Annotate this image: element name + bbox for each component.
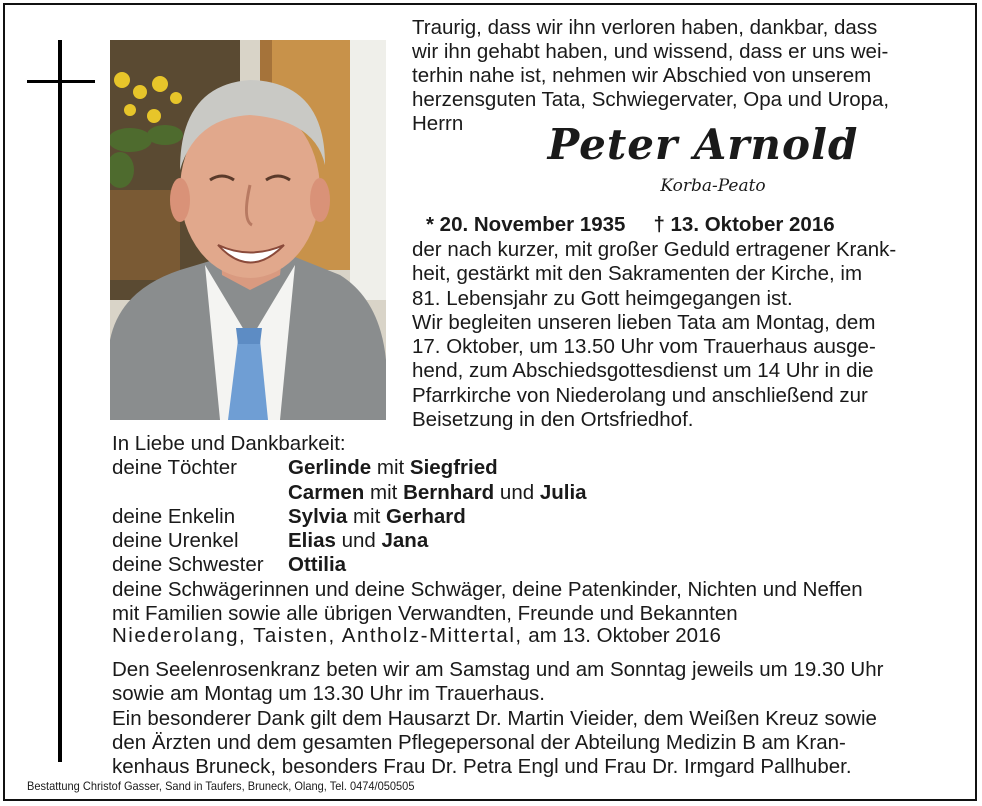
text-line: wir ihn gehabt haben, und wissend, dass er uns wei- xyxy=(412,40,889,63)
text-line: heit, gestärkt mit den Sakramenten der Kirche, im xyxy=(412,262,863,286)
family-row-granddaughter xyxy=(112,505,962,529)
family-name: Ottilia xyxy=(288,553,347,577)
closing-text xyxy=(112,658,954,779)
family-row-daughters-2 xyxy=(112,481,962,505)
announcement-text xyxy=(412,238,954,432)
family-name: Bernhard xyxy=(403,480,495,504)
text-line: den Ärzten und dem gesamten Pflegepersonal der Abteilung Medizin B am Kran- xyxy=(112,730,846,754)
text-line: 81. Lebensjahr zu Gott heimgegangen ist. xyxy=(412,286,793,310)
text-line: hend, zum Abschiedsgottesdienst um 14 Uhr in die xyxy=(412,359,874,383)
relation-label: deine Enkelin xyxy=(112,504,236,528)
relation-label: deine Töchter xyxy=(112,456,237,480)
text-line: terhin nahe ist, nehmen wir Abschied von unserem xyxy=(412,64,872,87)
funeral-home-footer: Bestattung Christof Gasser, Sand in Taufers, Bruneck, Olang, Tel. 0474/050505 xyxy=(27,779,415,793)
text-line: sowie am Montag um 13.30 Uhr im Trauerhaus. xyxy=(112,682,545,706)
family-list xyxy=(112,432,962,626)
text-line: Herrn xyxy=(412,112,464,135)
family-name: Gerhard xyxy=(386,504,466,528)
family-row-daughters xyxy=(112,456,962,480)
connector: und xyxy=(341,529,376,553)
text-line: herzensguten Tata, Schwiegervater, Opa und Uropa, xyxy=(412,88,890,111)
family-name: Julia xyxy=(539,480,587,504)
family-name: Sylvia xyxy=(288,504,348,528)
family-others-line: mit Familien sowie alle übrigen Verwandten, Freunde und Bekannten xyxy=(112,602,738,626)
text-line: kenhaus Bruneck, besonders Frau Dr. Petra Engl und Frau Dr. Irmgard Pallhuber. xyxy=(112,755,852,779)
connector: mit xyxy=(370,480,398,504)
connector: mit xyxy=(352,504,381,528)
text-line: Den Seelenrosenkranz beten wir am Samstag und am Sonntag jeweils um 19.30 Uhr xyxy=(112,658,884,681)
deceased-nickname: Korba-Peato xyxy=(660,176,766,196)
life-dates xyxy=(426,212,835,238)
place-and-date xyxy=(112,624,721,648)
family-name: Gerlinde xyxy=(288,456,372,480)
family-name: Siegfried xyxy=(409,456,498,480)
family-name: Carmen xyxy=(288,480,365,504)
portrait-photo xyxy=(110,40,386,420)
text-line: Pfarrkirche von Niederolang und anschließend zur xyxy=(412,383,868,407)
text-line: Traurig, dass wir ihn verloren haben, dankbar, dass xyxy=(412,16,878,39)
family-name: Jana xyxy=(381,529,429,553)
deceased-name: Peter Arnold xyxy=(547,120,859,169)
connector: mit xyxy=(376,456,405,480)
connector: und xyxy=(499,480,535,504)
family-row-sister xyxy=(112,553,962,577)
death-date: † 13. Oktober 2016 xyxy=(653,213,835,236)
family-others-line: deine Schwägerinnen und deine Schwäger, deine Patenkinder, Nichten und Neffen xyxy=(112,577,863,601)
text-line: 17. Oktober, um 13.50 Uhr vom Trauerhaus ausge- xyxy=(412,335,876,359)
announcement-date: am 13. Oktober 2016 xyxy=(528,624,721,647)
relation-label: deine Schwester xyxy=(112,553,264,577)
relation-label: deine Urenkel xyxy=(112,529,239,553)
family-name: Elias xyxy=(288,529,336,553)
family-heading: In Liebe und Dankbarkeit: xyxy=(112,432,346,455)
text-line: Ein besonderer Dank gilt dem Hausarzt Dr. Martin Vieider, dem Weißen Kreuz sowie xyxy=(112,706,877,730)
place-names: Niederolang, Taisten, Antholz-Mittertal, xyxy=(112,624,523,647)
birth-date: * 20. November 1935 xyxy=(426,213,626,236)
text-line: der nach kurzer, mit großer Geduld ertragener Krank- xyxy=(412,238,897,261)
family-row-greatgrandchildren xyxy=(112,529,962,553)
text-line: Beisetzung in den Ortsfriedhof. xyxy=(412,408,694,432)
text-line: Wir begleiten unseren lieben Tata am Montag, dem xyxy=(412,310,876,334)
